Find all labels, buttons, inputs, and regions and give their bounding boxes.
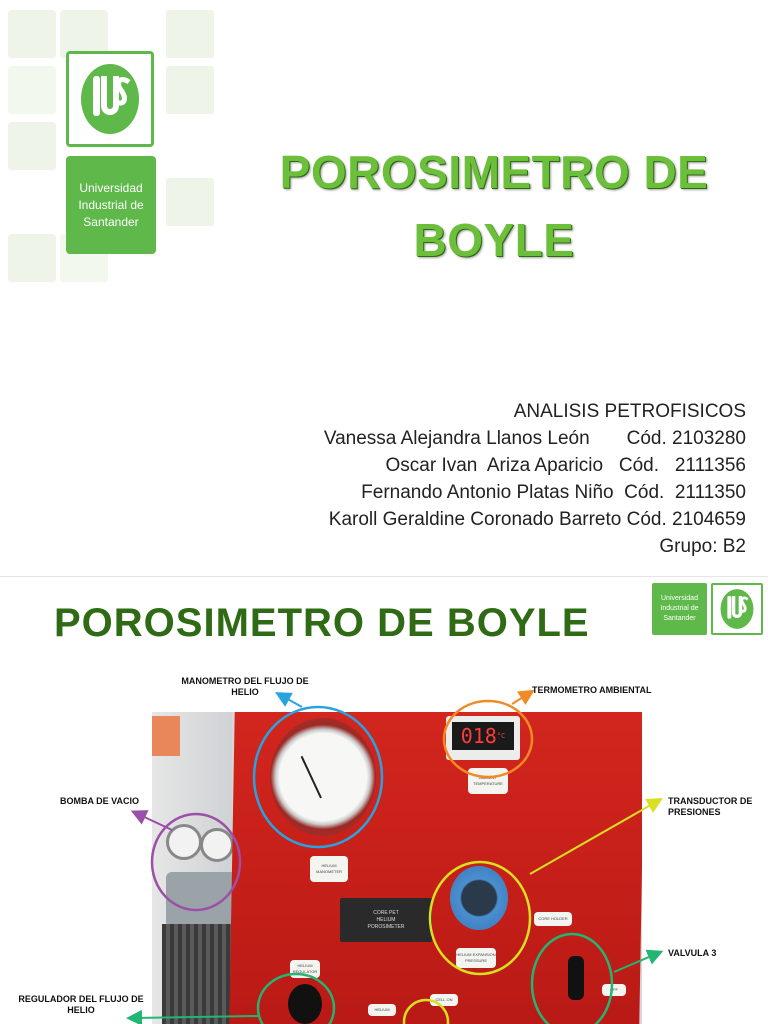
transducer-arrow: [530, 802, 656, 874]
regulator-circle: [258, 974, 334, 1024]
author-line: Karoll Geraldine Coronado Barreto Cód. 2104659: [328, 509, 746, 530]
authors-block: [324, 398, 746, 560]
thermometer-circle: [444, 701, 532, 777]
university-name-box: [66, 156, 156, 254]
cell-circle: [404, 1000, 448, 1024]
callout-transducer: TRANSDUCTOR DE PRESIONES: [668, 796, 753, 817]
author-line: Oscar Ivan Ariza Aparicio Cód. 2111356: [385, 455, 746, 476]
mini-university-name: Universidad Industrial de Santander: [652, 583, 707, 635]
porosimeter-plate: CORE PET HELIUM POROSIMETER: [340, 898, 432, 942]
manometer-circle: [254, 707, 382, 847]
university-name: Universidad Industrial de Santander: [78, 180, 144, 229]
label-helium-regulator: HELIUM REGULATOR: [290, 960, 320, 978]
callout-thermometer: TERMOMETRO AMBIENTAL: [532, 685, 652, 695]
decor-square: [8, 234, 56, 282]
decor-square: [8, 66, 56, 114]
decor-square: [8, 122, 56, 170]
temperature-reading: 018: [460, 724, 497, 748]
label-core-holder: CORE HOLDER: [534, 912, 572, 926]
pump-circle: [152, 814, 240, 910]
label-cell-on: CELL ON: [430, 994, 458, 1006]
callout-valve: VALVULA 3: [668, 948, 717, 958]
group-label: Grupo: B2: [659, 536, 746, 557]
callout-manometer: MANOMETRO DEL FLUJO DE HELIO: [181, 676, 309, 697]
decor-square: [8, 10, 56, 58]
uis-emblem-icon: [79, 62, 141, 136]
slide-title: [270, 138, 718, 274]
course-name: ANALISIS PETROFISICOS: [513, 401, 746, 422]
author-line: Fernando Antonio Platas Niño Cód. 2111350: [361, 482, 746, 503]
valve-arrow: [614, 954, 656, 972]
label-ambient: AMBIENT TEMPERATURE: [468, 768, 508, 794]
author-line: Vanessa Alejandra Llanos León Cód. 2103280: [323, 428, 746, 449]
label-helium: HELIUM: [368, 1004, 396, 1016]
decor-square: [166, 10, 214, 58]
label-off: OFF: [602, 984, 626, 996]
valve-circle: [532, 934, 612, 1024]
decor-square: [166, 178, 214, 226]
thermometer-arrow: [512, 694, 528, 704]
title-text: POROSIMETRO DE BOYLE: [279, 146, 709, 266]
regulator-arrow: [134, 1016, 258, 1018]
decor-square: [166, 66, 214, 114]
callout-regulator: REGULADOR DEL FLUJO DE HELIO: [18, 994, 144, 1015]
pump-arrow: [138, 814, 172, 830]
slide2-title: POROSIMETRO DE BOYLE: [54, 601, 590, 645]
temperature-unit: °C: [496, 732, 506, 740]
label-expansion-pressure: HELIUM EXPANSION PRESSURE: [456, 948, 496, 968]
transducer-circle: [430, 862, 530, 974]
callout-vacuum-pump: BOMBA DE VACIO: [60, 796, 140, 806]
label-helium-manometer: HELIUM MANOMETER: [310, 856, 348, 882]
uis-logo: [66, 51, 154, 147]
